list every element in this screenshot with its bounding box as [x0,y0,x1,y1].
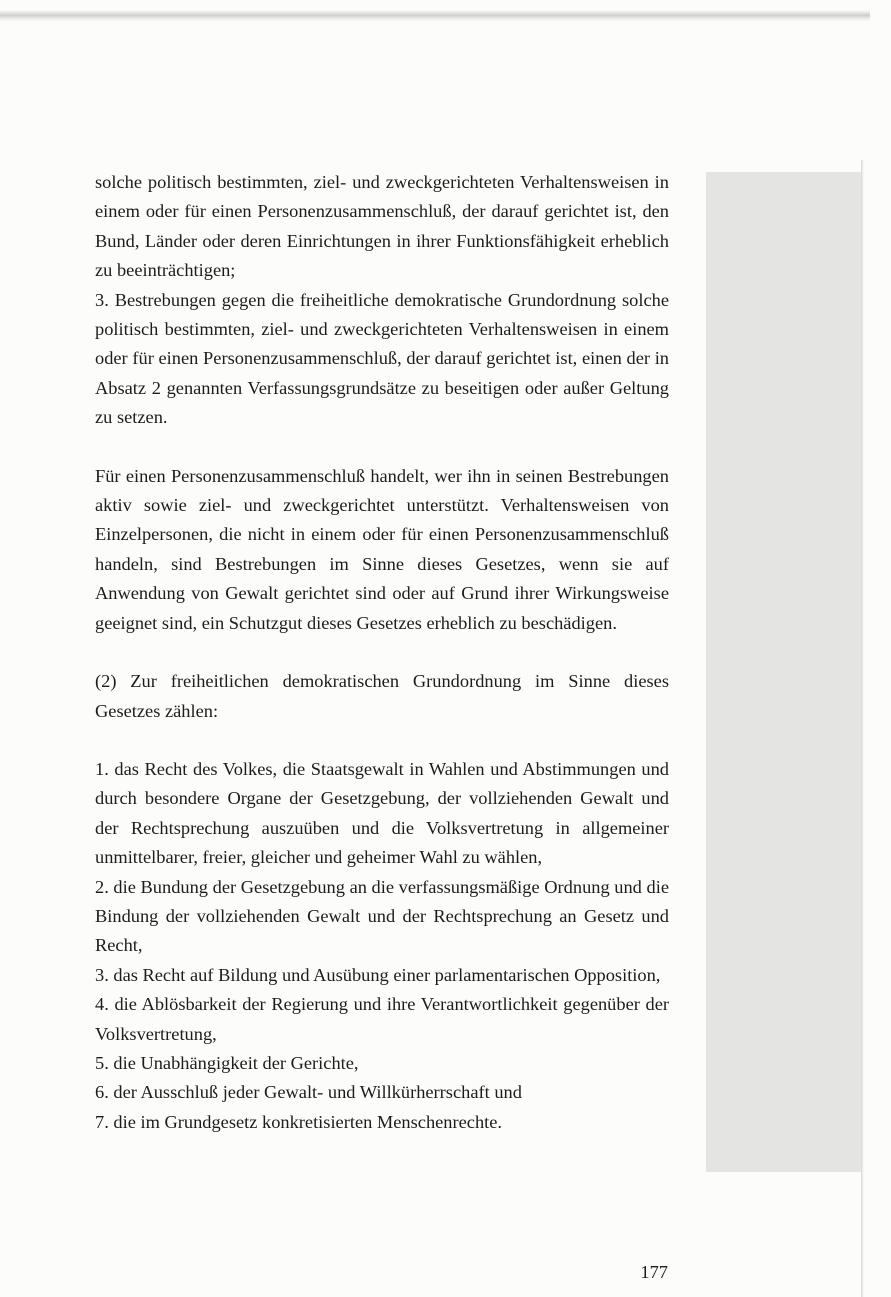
list-item: 5. die Unabhängigkeit der Gerichte, [95,1052,359,1073]
text-paragraph: Für einen Personenzusammenschluß handelt, wer ihn in seinen Bestrebungen aktiv sowie ziel- und zweckgerichtet unterstützt. Verhaltensweisen von Einzelpersonen, die nicht in einem oder für einen Personenzusammenschluß handeln, sind Bestrebungen im Sinne dieses Gesetzes, wenn sie auf Anwendung von Gewalt gerichtet sind oder auf Grund ihrer Wirkungsweise geeignet sind, ein Schutzgut dieses Gesetzes erheblich zu beschädigen. [95,465,669,633]
margin-strip [706,172,861,1172]
paragraph-gap [95,638,669,667]
text-column [95,168,669,1137]
paragraph-gap [95,726,669,755]
list-item: 7. die im Grundgesetz konkretisierten Menschenrechte. [95,1111,503,1132]
text-paragraph: solche politisch bestimmten, ziel- und zweckgerichteten Verhaltensweisen in einem oder für einen Personenzusammenschluß, der darauf gerichtet ist, den Bund, Länder oder deren Einrichtungen in ihrer Funktionsfähigkeit erheblich zu beeinträchtigen; [95,172,669,281]
list-item: 6. der Ausschluß jeder Gewalt- und Willkürherrschaft und [95,1082,522,1103]
scan-right-edge [861,160,864,1297]
text-paragraph: 3. Bestrebungen gegen die freiheitliche demokratische Grundordnung solche politisch bestimmten, ziel- und zweckgerichteten Verhaltensweisen in einem oder für einen Personenzusammenschluß, der darauf gerichtet ist, einen der in Absatz 2 genannten Verfassungsgrundsätze zu beseitigen oder außer Geltung zu setzen. [95,289,669,428]
list-item: 1. das Recht des Volkes, die Staatsgewalt in Wahlen und Abstimmungen und durch besondere Organe der Gesetzgebung, der vollziehenden Gewalt und der Rechtsprechung auszuüben und die Volksvertretung in allgemeiner unmittelbarer, freier, gleicher und geheimer Wahl zu wählen, [95,758,669,868]
text-paragraph: (2) Zur freiheitlichen demokratischen Grundordnung im Sinne dieses Gesetzes zählen: [95,671,669,721]
list-item: 2. die Bundung der Gesetzgebung an die verfassungsmäßige Ordnung und die Bindung der vollziehenden Gewalt und der Rechtsprechung an Gesetz und Recht, [95,876,669,956]
scan-top-edge [0,10,870,22]
list-item: 3. das Recht auf Bildung und Ausübung einer parlamentarischen Opposition, [95,964,661,985]
paragraph-gap [95,433,669,462]
list-item: 4. die Ablösbarkeit der Regierung und ihre Verantwortlichkeit gegenüber der Volksvertretung, [95,994,669,1044]
page-number: 177 [640,1262,668,1282]
